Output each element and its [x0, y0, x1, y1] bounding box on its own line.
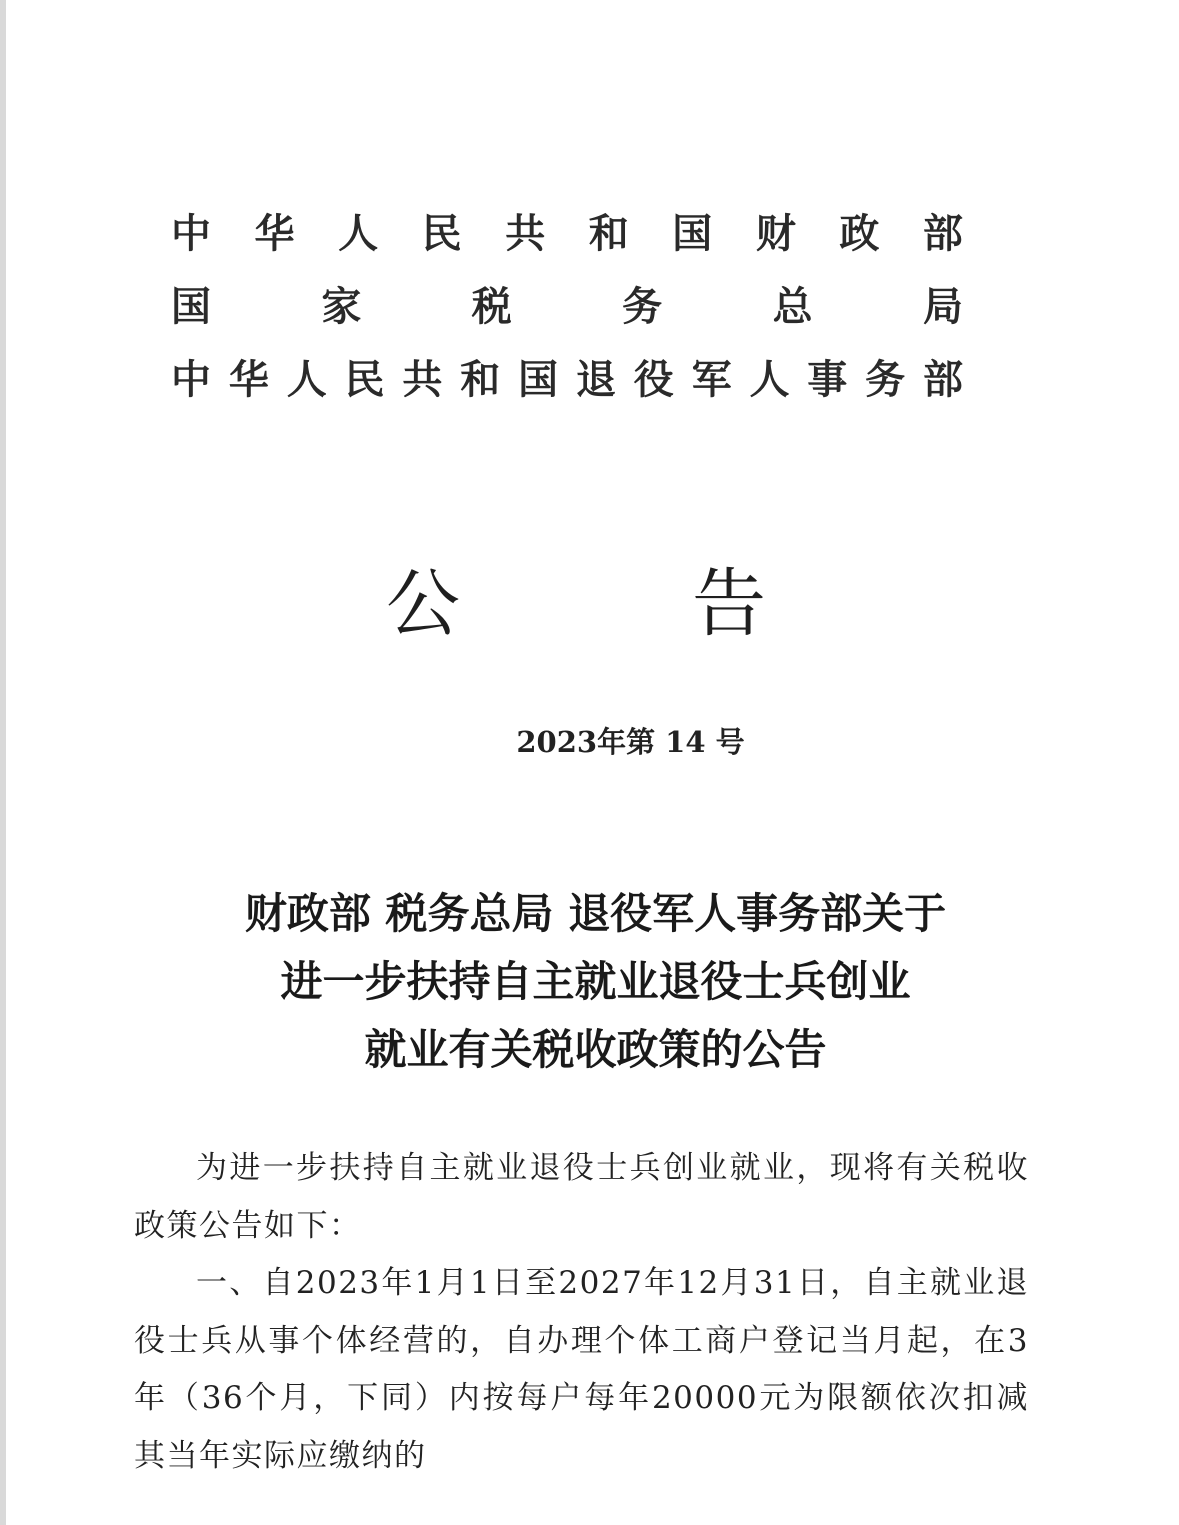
issuer-char: 国 — [171, 282, 211, 330]
issuer-char: 财 — [755, 209, 796, 257]
document-headline — [6, 880, 1179, 1084]
issuer-char: 总 — [772, 282, 813, 330]
issuer-char: 共 — [505, 209, 546, 257]
issuer-char: 中 — [171, 355, 211, 403]
issuer-char: 部 — [922, 355, 963, 403]
issuer-char: 人 — [286, 355, 327, 403]
issuer-char: 事 — [807, 355, 848, 403]
issuer-char: 务 — [622, 282, 663, 330]
issuer-char: 局 — [922, 282, 963, 330]
issuer-char: 役 — [633, 355, 674, 403]
issuer-char: 华 — [228, 355, 269, 403]
document-number: 2023年第 14 号 — [516, 725, 745, 759]
issuer-char: 人 — [338, 209, 379, 257]
issuer-char: 政 — [839, 209, 880, 257]
issuer-char: 共 — [402, 355, 443, 403]
body-paragraph: 为进一步扶持自主就业退役士兵创业就业，现将有关税收政策公告如下： — [134, 1150, 1029, 1244]
issuer-state-taxation-administration — [171, 273, 963, 333]
issuer-char: 部 — [922, 209, 963, 257]
issuer-char: 和 — [588, 209, 629, 257]
announcement-title-char: 公 — [386, 561, 460, 647]
issuer-char: 国 — [672, 209, 713, 257]
issuer-char: 军 — [691, 355, 732, 403]
issuer-char: 国 — [518, 355, 559, 403]
issuer-char: 民 — [421, 209, 462, 257]
issuer-char: 人 — [749, 355, 790, 403]
issuer-char: 务 — [865, 355, 906, 403]
document-body — [134, 1140, 1029, 1485]
headline-line: 财政部 税务总局 退役军人事务部关于 — [244, 889, 947, 938]
issuer-char: 家 — [321, 282, 362, 330]
headline-line: 就业有关税收政策的公告 — [364, 1025, 827, 1074]
headline-line: 进一步扶持自主就业退役士兵创业 — [280, 957, 911, 1006]
body-paragraph: 一、自2023年1月1日至2027年12月31日，自主就业退役士兵从事个体经营的，自办理个体工商户登记当月起，在3年（36个月，下同）内按每户每年20000元为限额依次扣减其当年实际应缴纳的 — [134, 1265, 1029, 1474]
issuer-ministry-of-finance — [171, 200, 963, 260]
issuer-char: 税 — [471, 282, 512, 330]
announcement-title — [386, 545, 766, 651]
issuing-authorities — [171, 200, 963, 419]
issuer-ministry-of-veterans-affairs — [171, 346, 963, 406]
issuer-char: 民 — [344, 355, 385, 403]
announcement-title-char: 告 — [692, 561, 766, 647]
issuer-char: 退 — [575, 355, 616, 403]
issuer-char: 中 — [171, 209, 211, 257]
issuer-char: 和 — [460, 355, 501, 403]
issuer-char: 华 — [254, 209, 295, 257]
